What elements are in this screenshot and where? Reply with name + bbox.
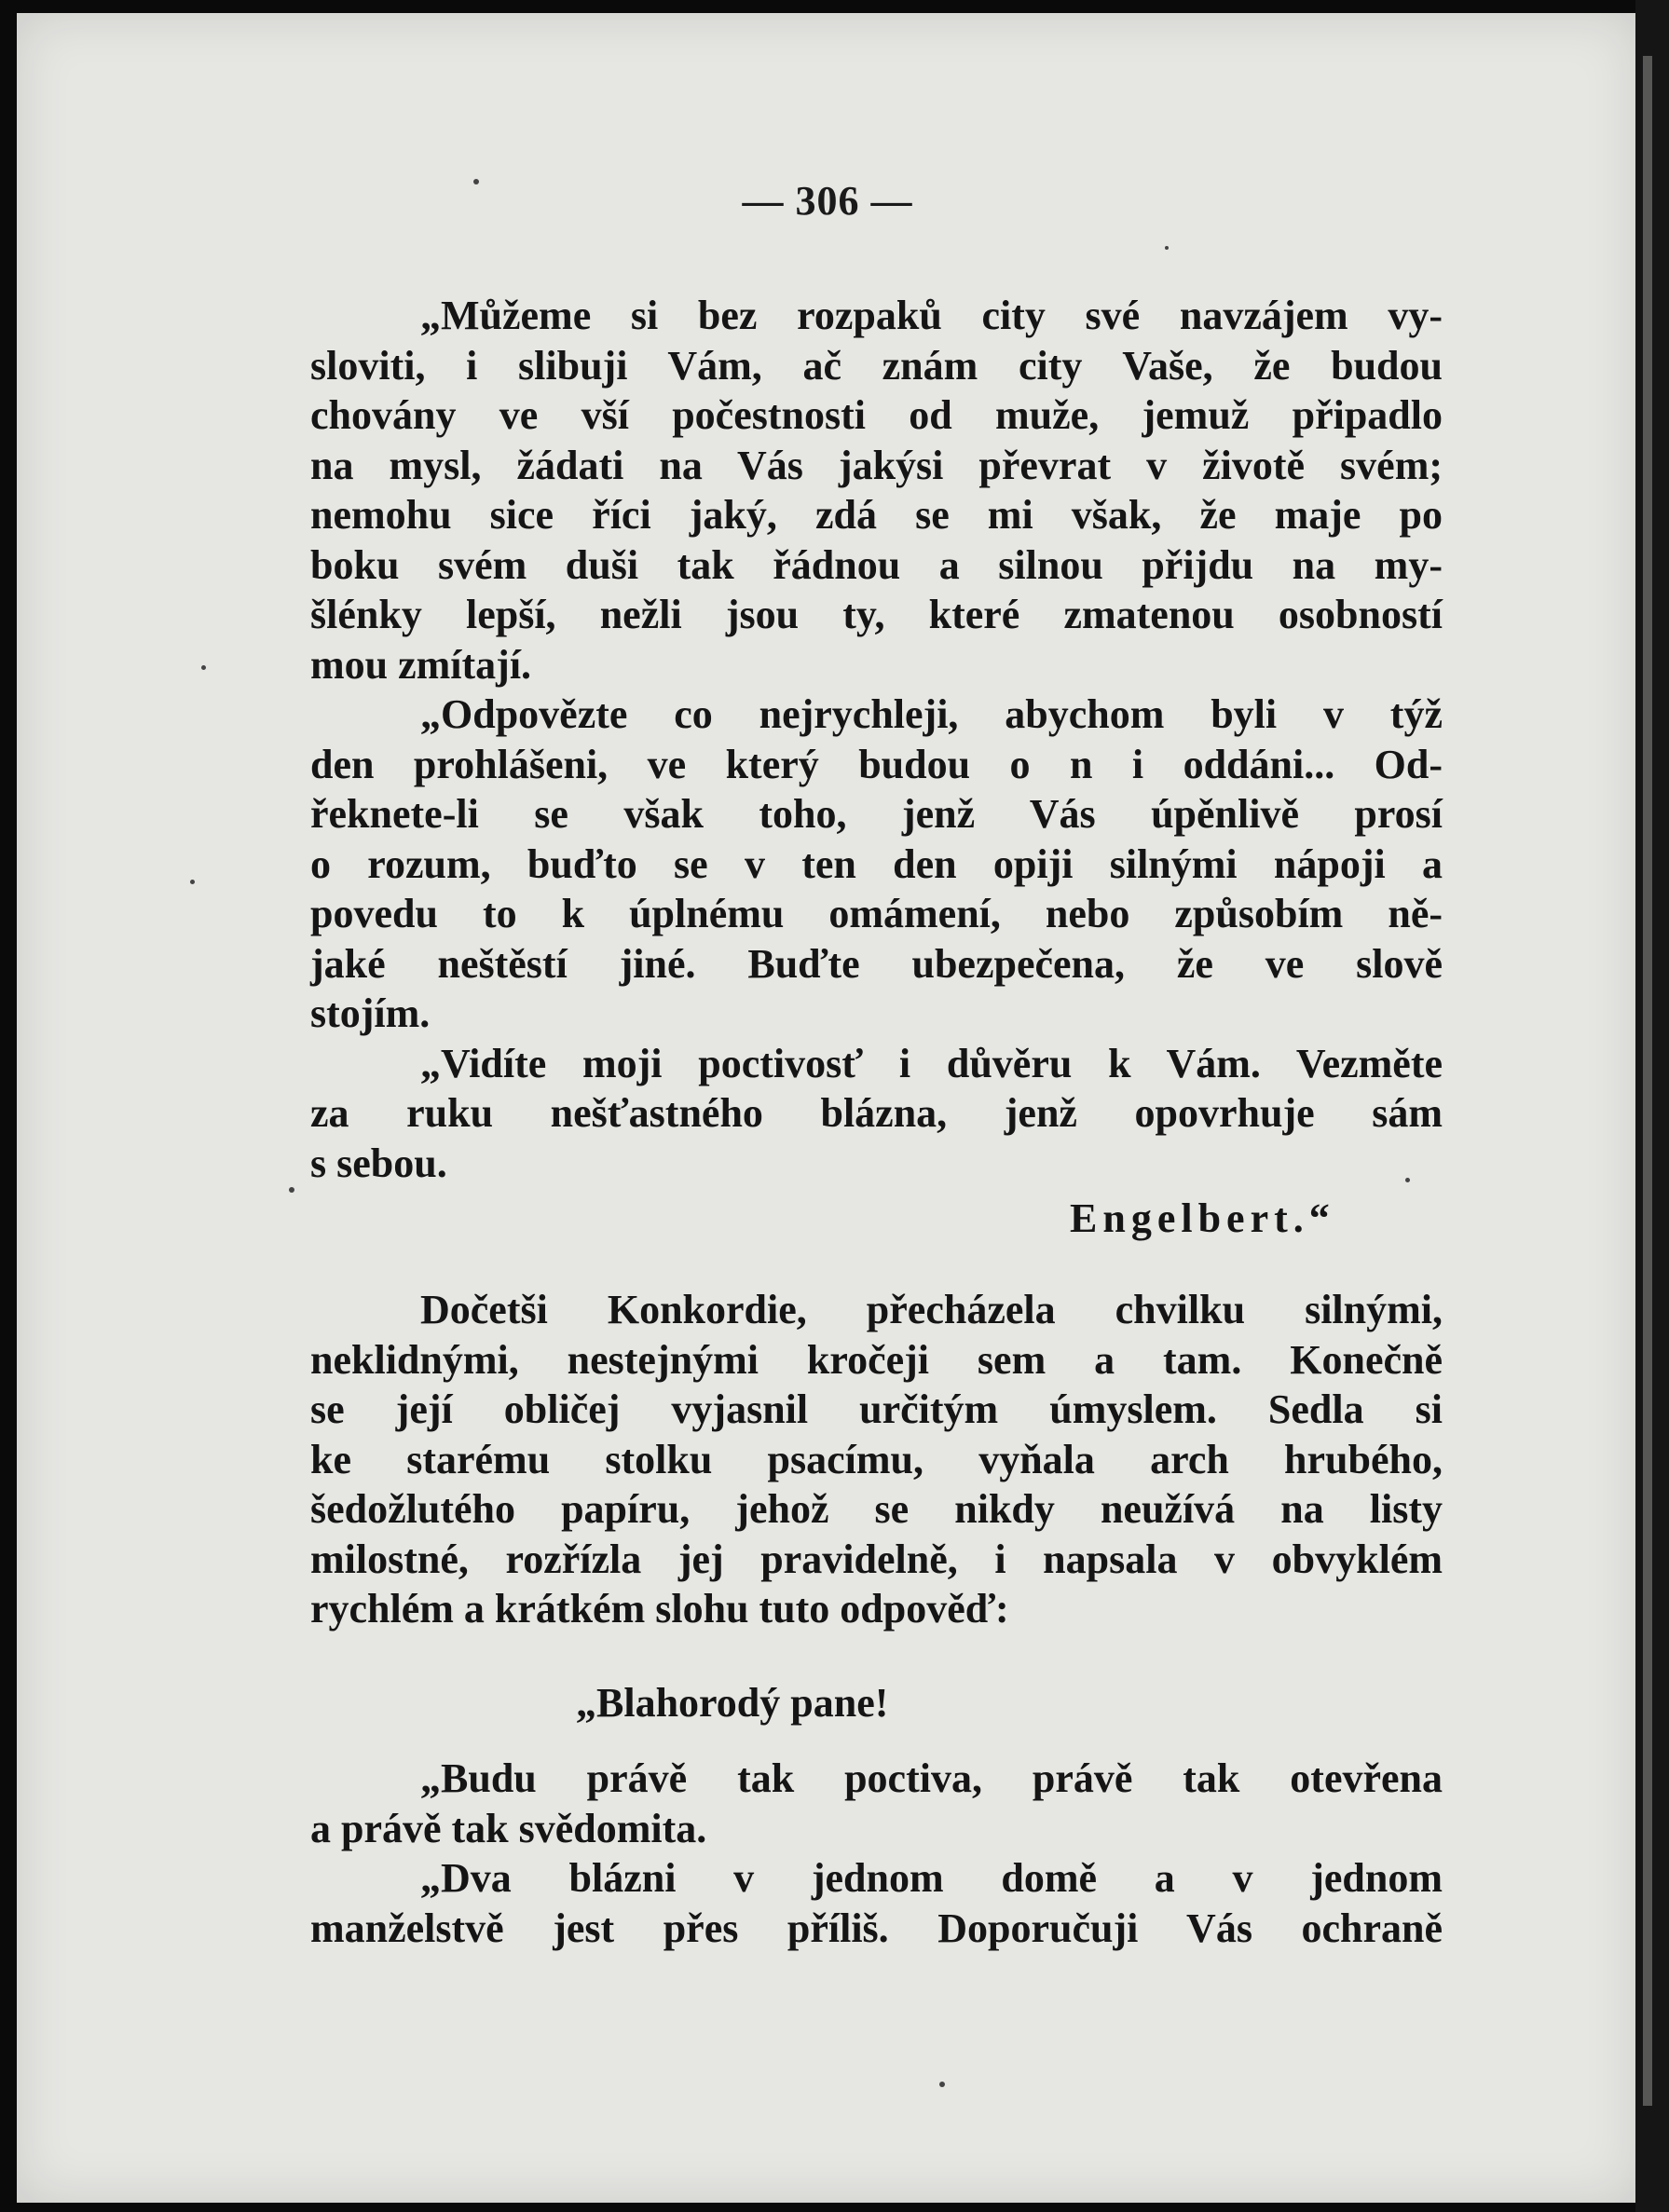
text-line: s sebou. xyxy=(310,1140,447,1186)
text-line: povedu to k úplnému omámení, nebo způsobím ně- xyxy=(310,891,1443,936)
text-line: „Odpovězte co nejrychleji, abychom byli v týž xyxy=(420,691,1443,737)
letter-signature: Engelbert.“ xyxy=(1070,1195,1335,1241)
scan-speck xyxy=(289,1187,294,1193)
text-line: za ruku nešťastného blázna, jenž opovrhuje sám xyxy=(310,1090,1443,1136)
text-line: řeknete-li se však toho, jenž Vás úpěnlivě prosí xyxy=(310,791,1443,837)
text-line: na mysl, žádati na Vás jakýsi převrat v životě svém; xyxy=(310,442,1443,488)
text-line: neklidnými, nestejnými kročeji sem a tam. Konečně xyxy=(310,1336,1443,1383)
scan-edge xyxy=(1635,0,1669,2212)
text-line: sloviti, i slibuji Vám, ač znám city Vaše, že budou xyxy=(310,342,1443,389)
scan-speck xyxy=(201,665,206,670)
narrative-paragraph xyxy=(310,1285,1443,1634)
scan-speck xyxy=(1165,246,1169,250)
text-line: boku svém duši tak řádnou a silnou přijdu na my- xyxy=(310,541,1443,588)
scan-speck xyxy=(473,179,479,184)
text-line: a právě tak svědomita. xyxy=(310,1805,707,1851)
text-line: Dočetši Konkordie, přecházela chvilku silnými, xyxy=(420,1287,1443,1332)
scan-speck xyxy=(939,2082,945,2087)
scan-edge-highlight xyxy=(1643,56,1652,2106)
text-line: „Dva blázni v jednom domě a v jednom xyxy=(420,1855,1443,1901)
text-line: o rozum, buďto se v ten den opiji silnými nápoji a xyxy=(310,840,1443,887)
text-line: „Vidíte moji poctivosť i důvěru k Vám. Vezměte xyxy=(420,1040,1443,1086)
reply-body xyxy=(310,1754,1443,1953)
page-number: — 306 — xyxy=(742,178,913,224)
text-line: mou zmítají. xyxy=(310,641,532,688)
text-line: „Budu právě tak poctiva, právě tak otevřena xyxy=(420,1755,1443,1801)
text-line: manželstvě jest přes příliš. Doporučuji Vás ochraně xyxy=(310,1905,1443,1951)
text-line: šedožlutého papíru, jehož se nikdy neužívá na listy xyxy=(310,1486,1443,1532)
reply-salutation: „Blahorodý pane! xyxy=(576,1680,889,1726)
letter-body xyxy=(310,291,1443,1188)
text-line: rychlém a krátkém slohu tuto odpověď: xyxy=(310,1586,1009,1632)
text-line: chovány ve vší počestnosti od muže, jemuž připadlo xyxy=(310,392,1443,438)
text-line: jaké neštěstí jiné. Buďte ubezpečena, že ve slově xyxy=(310,940,1443,987)
text-line: den prohlášeni, ve který budou o n i oddáni... Od- xyxy=(310,741,1443,787)
scan-speck xyxy=(190,880,195,884)
text-line: stojím. xyxy=(310,990,431,1036)
text-line: nemohu sice říci jaký, zdá se mi však, že maje po xyxy=(310,492,1443,538)
text-line: „Můžeme si bez rozpaků city své navzájem vy- xyxy=(420,293,1443,338)
book-page xyxy=(17,13,1638,2203)
text-line: milostné, rozřízla jej pravidelně, i napsala v obvyklém xyxy=(310,1536,1443,1582)
text-line: ke starému stolku psacímu, vyňala arch hrubého, xyxy=(310,1436,1443,1482)
text-line: šlénky lepší, nežli jsou ty, které zmatenou osobností xyxy=(310,592,1443,637)
text-line: se její obličej vyjasnil určitým úmyslem. Sedla si xyxy=(310,1386,1443,1432)
scan-speck xyxy=(1405,1178,1410,1182)
